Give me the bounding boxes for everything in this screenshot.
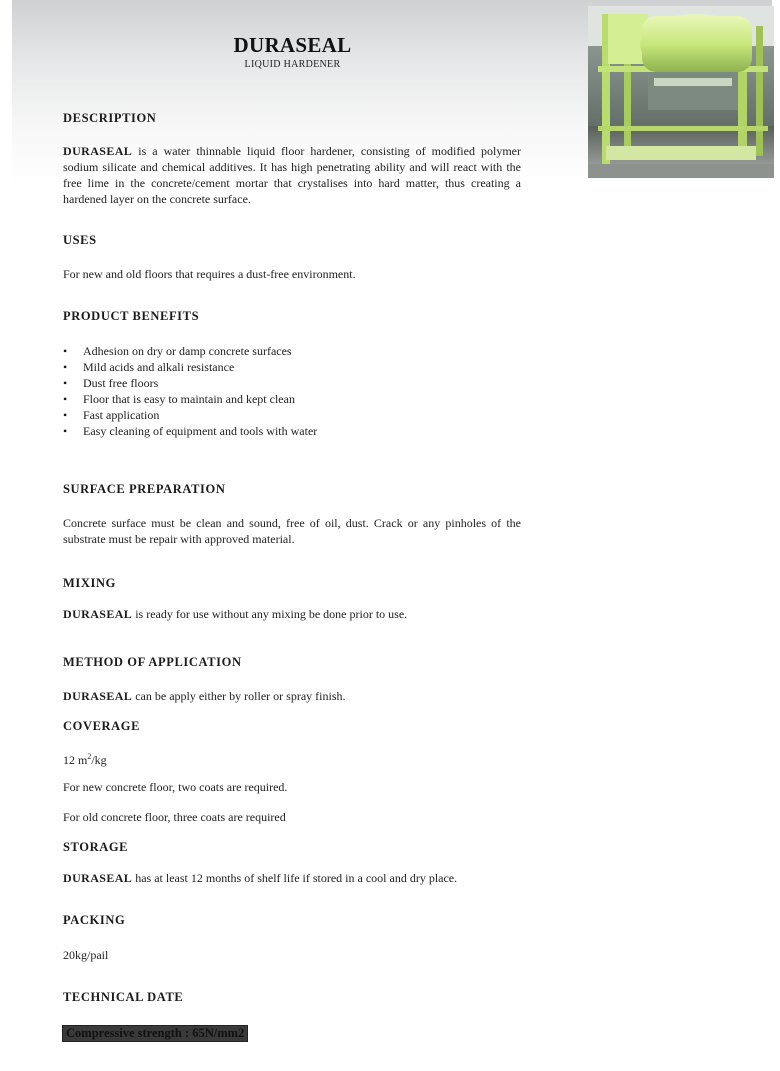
surface-text: Concrete surface must be clean and sound, free of oil, dust. Crack or any pinholes of the substrate must be repair with approved material. — [63, 516, 521, 546]
list-item: • Dust free floors — [63, 375, 521, 391]
description-heading: DESCRIPTION — [63, 111, 157, 125]
benefits-heading: PRODUCT BENEFITS — [63, 309, 200, 323]
list-item: • Floor that is easy to maintain and kept clean — [63, 391, 521, 407]
coverage-value — [63, 749, 521, 768]
surface-heading: SURFACE PREPARATION — [63, 482, 226, 496]
machinery-image — [588, 6, 774, 178]
compressive-strength-highlight: Compressive strength : 65N/mm2 — [63, 1026, 247, 1041]
coverage-new-floor: For new concrete floor, two coats are required. — [63, 780, 288, 794]
coverage-old-floor: For old concrete floor, three coats are required — [63, 810, 286, 824]
description-text — [63, 143, 521, 207]
packing-heading: PACKING — [63, 913, 126, 927]
coverage-amount: 12 m — [63, 753, 88, 767]
uses-heading: USES — [63, 233, 97, 247]
brand-name: DURASEAL — [63, 144, 133, 158]
list-item: • Easy cleaning of equipment and tools with water — [63, 423, 521, 439]
page-title: DURASEAL — [233, 33, 352, 57]
product-photo — [588, 6, 774, 178]
page-subtitle: LIQUID HARDENER — [244, 59, 341, 70]
storage-body: has at least 12 months of shelf life if stored in a cool and dry place. — [135, 871, 458, 885]
method-heading: METHOD OF APPLICATION — [63, 655, 242, 669]
list-item: • Adhesion on dry or damp concrete surfaces — [63, 343, 521, 359]
technical-highlight-row — [63, 1024, 521, 1042]
coverage-heading: COVERAGE — [63, 719, 141, 733]
brand-name: DURASEAL — [63, 871, 133, 885]
mixing-heading: MIXING — [63, 576, 116, 590]
title-block — [200, 33, 385, 70]
mixing-text — [63, 606, 521, 622]
description-section — [63, 111, 521, 126]
coverage-exponent: 2 — [87, 752, 92, 761]
technical-heading: TECHNICAL DATE — [63, 990, 184, 1004]
coverage-unit: /kg — [91, 753, 107, 767]
packing-text: 20kg/pail — [63, 948, 109, 962]
list-item: • Mild acids and alkali resistance — [63, 359, 521, 375]
benefits-list-container — [63, 343, 521, 439]
mixing-body: is ready for use without any mixing be done prior to use. — [135, 607, 408, 621]
uses-text: For new and old floors that requires a dust-free environment. — [63, 267, 356, 281]
storage-text — [63, 870, 521, 886]
method-text — [63, 688, 521, 704]
brand-name: DURASEAL — [63, 607, 133, 621]
method-body: can be apply either by roller or spray finish. — [135, 689, 346, 703]
brand-name: DURASEAL — [63, 689, 133, 703]
benefits-list — [63, 343, 521, 439]
list-item: • Fast application — [63, 407, 521, 423]
description-body: is a water thinnable liquid floor hardener, consisting of modified polymer sodium silicate and chemical additives. It has high penetrating ability and will react with the free lime in the concrete/cement mortar that crystalises into hard matter, thus creating a hardened layer on the concrete surface. — [63, 144, 521, 206]
storage-heading: STORAGE — [63, 840, 129, 854]
